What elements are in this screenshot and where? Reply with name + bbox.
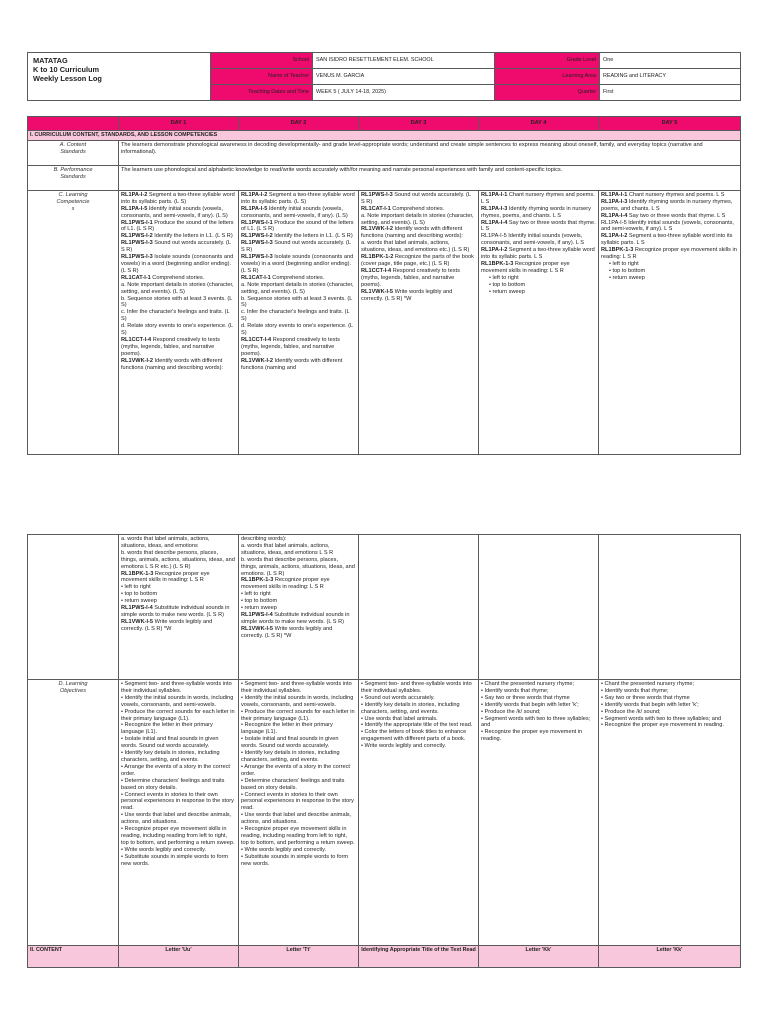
competency-text: b. words that describe persons, places, things, animals, actions, situations, ideas, and emotions. (L S R) [241, 556, 355, 577]
competency-code: RL1PA-I-4 [481, 219, 508, 226]
corner-cell [28, 117, 119, 131]
competency-text: Sound out words accurately. (L S R) [121, 240, 231, 254]
competency-text: Substitute individual sounds in simple words to make new words. (L S R) [121, 605, 230, 618]
competency-item [241, 543, 356, 557]
competency-code: RL1PWS-I-2 [121, 233, 153, 240]
content-day-4: Letter 'Kk' [479, 946, 599, 968]
continuation-day-2 [239, 535, 359, 680]
label-line: A. Content [59, 141, 87, 148]
competency-item [481, 220, 596, 234]
content-day-2: Letter 'Tt' [239, 946, 359, 968]
competency-item [241, 612, 356, 626]
label-line: D. Learning [58, 681, 88, 687]
competency-item [241, 206, 356, 220]
competency-code: RL1BPK-1-3 [121, 570, 154, 577]
objective-item: • Determine characters' feelings and traits based on story details. [241, 777, 345, 791]
competency-text: Recognize proper eye movement skills in reading: L S R [121, 570, 210, 584]
title-line-2: K to 10 Curriculum [33, 65, 100, 74]
competency-code: RL1CAT-I-1 [241, 274, 271, 281]
competency-item [121, 598, 236, 605]
header-table [27, 52, 741, 101]
competency-text: a. words that label animals, actions, situations, ideas, and emotions L S R [241, 542, 334, 556]
competency-item [361, 268, 476, 289]
objective-item: • Substitute sounds in simple words to form new words. [121, 853, 229, 867]
competency-text: Recognize proper eye movement skills in reading: L S R [601, 247, 737, 261]
label-line: Objectives [59, 687, 87, 694]
objective-item: • Substitute sounds in simple words to form new words. [241, 853, 349, 867]
objectives-day-4 [479, 680, 599, 946]
objective-item: • Segment words with two to three syllables; and [481, 715, 591, 729]
competencies-day-1 [119, 190, 239, 454]
competency-item [121, 309, 236, 323]
objectives-day-2 [239, 680, 359, 946]
objective-item: • Produce the correct sounds for each letter in their primary language (L1). [241, 708, 355, 722]
competency-code: RL1CAT-I-1 [361, 205, 391, 212]
objective-item: • Identify words that rhyme; [601, 687, 669, 694]
competency-code: RL1PA-I-2 [121, 191, 148, 198]
competency-item [241, 323, 356, 337]
competency-item [121, 233, 236, 240]
competency-item [241, 254, 356, 275]
competency-item [241, 626, 356, 640]
competency-text: a. Note important details in stories (character, setting, and events). (L S) [121, 281, 234, 295]
competency-bullet: • left to right [609, 260, 639, 267]
competency-text: b. Sequence stories with at least 3 events. (L S) [121, 295, 233, 309]
competency-item [121, 584, 236, 591]
competency-item [121, 275, 236, 282]
competency-code: RL1PWS-I-3 [121, 254, 153, 261]
performance-standards-text: The learners use phonological and alphabetic knowledge to read/write words accurately with/for meaning and narrate personal experiences with family and content-specific topics. [119, 165, 741, 190]
competency-item [361, 213, 476, 227]
competencies-day-2 [239, 190, 359, 454]
competency-item [601, 233, 738, 247]
competencies-day-4 [479, 190, 599, 454]
competency-code: RL1PA-I-2 [601, 233, 628, 240]
objective-item: • Isolate initial and final sounds in given words. Sound out words accurately. [121, 736, 219, 750]
competency-text: a. Note important details in stories (character, setting, and events). (L S) [241, 281, 354, 295]
competency-item [121, 296, 236, 310]
content-standards-label [28, 140, 119, 165]
label-line: Standards [60, 173, 86, 180]
competency-item [121, 591, 236, 598]
objective-item: • Recognize proper eye movement skills in reading, including reading from left to right, top to bottom, and performing a return sweep. [121, 826, 235, 846]
competency-code: RL1PWS-I-3 [121, 240, 153, 247]
competency-item [241, 337, 356, 358]
label-line: Competencie [56, 198, 90, 205]
objective-item: • Recognize the proper eye movement in reading. [601, 722, 724, 729]
school-label: School [211, 53, 313, 69]
competency-text: Identify initial sounds (vowels, consonants, and semi-vowels, if any). (L S) [121, 205, 228, 219]
lesson-table-page-1 [27, 116, 741, 455]
competency-text: Identify words with different functions (naming and describing words): [361, 226, 463, 240]
competency-item [361, 206, 476, 213]
competency-code: RL1VWK-I-2 [361, 226, 394, 233]
objective-item: • Identify the initial sounds in words, including vowels, consonants, and semi-vowels. [121, 694, 234, 708]
continuation-day-5 [599, 535, 741, 680]
competency-code: RL1VWK-I-5 [361, 288, 394, 295]
objective-item: • Produce the /k/ sound; [601, 708, 661, 715]
competency-text: Produce the sound of the letters of L1. (L S R) [121, 219, 234, 233]
objectives-label [28, 680, 119, 946]
objective-item: • Use words that label and describe animals, actions, and situations. [241, 812, 352, 826]
competency-text: • top to bottom [121, 591, 158, 598]
objective-item: • Identify key details in stories, including characters, setting, and events. [121, 750, 220, 763]
objective-item: • Write words legibly and correctly. [241, 846, 327, 853]
document-title [28, 53, 211, 101]
competency-code: RL1PWS-I-2 [241, 233, 273, 240]
competency-code: RL1VWK-I-2 [121, 357, 154, 364]
learning-area-value: READING and LITERACY [600, 69, 741, 85]
school-value: SAN ISIDRO RESETTLEMENT ELEM. SCHOOL [313, 53, 495, 69]
competency-code: RL1PWS-I-3 [241, 240, 273, 247]
objective-item: • Recognize proper eye movement skills in reading, including reading from left to right, top to bottom, and performing a return sweep. [241, 826, 355, 846]
competency-item [241, 233, 356, 240]
competency-item [121, 536, 236, 550]
day-2-header: DAY 2 [239, 117, 359, 131]
objective-item: • Arrange the events of a story in the correct order. [241, 763, 350, 777]
section-curriculum-heading: I. CURRICULUM CONTENT, STANDARDS, AND LESSON COMPETENCIES [28, 131, 741, 141]
competency-item [481, 247, 596, 261]
content-day-3: Identifying Appropriate Title of the Text Read [359, 946, 479, 968]
competency-item [121, 605, 236, 619]
competency-text: Isolate sounds (consonants and vowels) in a word (beginning and/or ending). (L S R) [121, 254, 234, 274]
competency-item [361, 240, 476, 254]
objective-item: • Chant the presented nursery rhyme; [481, 681, 575, 687]
competency-text: describing words): [241, 536, 287, 542]
competency-item [241, 577, 356, 591]
competency-code: RL1BPK-1-2 [361, 254, 394, 261]
competency-code: RL1PA-I-5 [121, 205, 148, 212]
competency-item [481, 261, 596, 275]
objective-item: • Identify words that begin with letter 'k'; [601, 701, 699, 708]
competency-bullet: • top to bottom [609, 267, 646, 274]
objective-item: • Segment words with two to three syllables; and [601, 715, 722, 722]
label-line: Standards [60, 148, 86, 155]
competency-code: RL1PA-I-4 [601, 212, 628, 219]
objective-item: • Identify key details in stories, including characters, setting, and events. [241, 750, 340, 763]
competency-code: RL1PA-I-2 [481, 247, 508, 254]
objective-item: • Produce the /k/ sound; [481, 708, 541, 715]
learning-area-label: Learning Area [495, 69, 600, 85]
objective-item: • Recognize the letter in their primary language (L1). [241, 722, 333, 736]
competency-text: c. Infer the character's feelings and traits. (L S) [121, 309, 230, 323]
competency-item [601, 247, 738, 261]
competency-text: Identify rhyming words in nursery rhymes, poems, and chants. L S [481, 205, 591, 219]
objective-item: • Use words that label animals. [361, 715, 438, 722]
competency-code: RL1PA-I-1 [601, 191, 628, 198]
competency-item [121, 254, 236, 275]
competency-item [121, 337, 236, 358]
competency-text: b. words that describe persons, places, things, animals, actions, situations, ideas, and emotions L S R etc.) (L S R) [121, 549, 235, 570]
competency-code: RL1PA-I-2 [241, 191, 268, 198]
competency-text: Substitute individual sounds in simple words to make new words. (L S R) [241, 611, 350, 625]
competency-text: Identify words with different functions (naming and describing words): [121, 357, 223, 371]
competency-text: a. words that label animals, actions, situations, ideas, and emotions [121, 536, 210, 549]
objectives-day-1 [119, 680, 239, 946]
day-4-header: DAY 4 [479, 117, 599, 131]
competency-item [241, 282, 356, 296]
competency-item [361, 192, 476, 206]
competency-item [121, 571, 236, 585]
competency-bullet: • return sweep [489, 288, 525, 295]
objective-item: • Identify the appropriate title of the text read. [361, 722, 473, 729]
competency-text: • return sweep [241, 605, 277, 612]
competency-item [481, 206, 596, 220]
competency-text: Sound out words accurately. (L S R) [241, 240, 351, 254]
competency-text: Comprehend stories. [390, 205, 445, 212]
competency-text: Say two or three words that rhyme. L S [627, 212, 726, 219]
competency-item [601, 192, 738, 199]
competency-code: RL1PWS-I-3 [241, 254, 273, 261]
teacher-label: Name of Teacher [211, 69, 313, 85]
grade-level-value: One [600, 53, 741, 69]
competency-item [481, 233, 596, 247]
objective-item: • Connect events in stories to their own personal experiences in response to the story read. [121, 791, 234, 812]
competency-code: RL1BPK-1-3 [601, 247, 634, 254]
objective-item: • Use words that label and describe animals, actions, and situations. [121, 812, 232, 826]
competency-text: Sound out words accurately. (L S R) [361, 191, 471, 205]
competency-item [121, 220, 236, 234]
competency-item [241, 309, 356, 323]
objective-item: • Segment two- and three-syllable words into their individual syllables. [121, 681, 232, 694]
competency-code: RL1PWS-I-1 [241, 219, 273, 226]
competency-text: Identify rhyming words in nursery rhymes, poems, and chants. L S [601, 198, 733, 212]
objective-item: • Identify words that begin with letter 'k'; [481, 701, 579, 708]
competency-text: RL1PA-I-5 Identify initial sounds (vowels, consonants, and semi-vowels, if any). L S [481, 233, 585, 247]
competency-text: Write words legibly and correctly. (L S R) *W [241, 625, 333, 639]
competency-item [241, 557, 356, 578]
competency-text: • return sweep [121, 598, 157, 605]
competency-item [121, 550, 236, 571]
competency-text: Recognize proper eye movement skills in reading: L S R [481, 260, 570, 274]
objective-item: • Recognize the letter in their primary language (L1). [121, 722, 213, 736]
competency-text: Comprehend stories. [150, 274, 205, 281]
objective-item: • Sound out words accurately. [361, 694, 435, 701]
objective-item: • Write words legibly and correctly. [361, 743, 447, 750]
competency-text: Respond creatively to texts (myths, legends, fables, and narrative poems). [121, 336, 220, 357]
content-label: II. CONTENT [28, 946, 119, 968]
competency-item [121, 282, 236, 296]
competency-code: RL1CAT-I-1 [121, 274, 151, 281]
competency-text: a. words that label animals, actions, situations, ideas, and emotions etc.) (L S R) [361, 240, 470, 254]
competency-text: Produce the sound of the letters of L1. (L S R) [241, 219, 354, 233]
title-line-3: Weekly Lesson Log [33, 74, 102, 83]
content-day-1: Letter 'Uu' [119, 946, 239, 968]
competency-code: RL1VWK-I-5 [121, 618, 154, 625]
label-line: B. Performance [53, 166, 93, 173]
competencies-day-3 [359, 190, 479, 454]
day-1-header: DAY 1 [119, 117, 239, 131]
competency-text: Recognize proper eye movement skills in reading: L S R [241, 577, 330, 591]
continuation-day-4 [479, 535, 599, 680]
competency-item [361, 226, 476, 240]
continuation-day-1 [119, 535, 239, 680]
title-line-1: MATATAG [33, 56, 68, 65]
objective-item: • Determine characters' feelings and traits based on story details. [121, 777, 225, 791]
objective-item: • Identify the initial sounds in words, including vowels, consonants, and semi-vowels. [241, 694, 354, 708]
competency-text: Respond creatively to texts (myths, legends, fables, and narrative poems). [241, 336, 340, 357]
competency-text: d. Relate story events to one's experience. (L S) [241, 323, 353, 337]
competency-text: c. Infer the character's feelings and traits. (L S) [241, 309, 350, 323]
competencies-label [28, 190, 119, 454]
competency-text: • top to bottom [241, 598, 278, 605]
objective-item: • Arrange the events of a story in the correct order. [121, 763, 230, 777]
competency-code: RL1BPK-1-3 [241, 577, 274, 584]
competency-code: RL1PA-I-1 [481, 191, 508, 198]
competency-item [241, 240, 356, 254]
dates-label: Teaching Dates and Time [211, 85, 313, 101]
competency-code: RL1PA-I-5 [241, 205, 268, 212]
competency-text: Segment a two-three syllable word into its syllabic parts. (L S) [241, 191, 355, 205]
competency-text: Identify initial sounds (vowels, consonants, and semi-vowels, if any). (L S) [241, 205, 348, 219]
competency-item [241, 192, 356, 206]
objective-item: • Connect events in stories to their own personal experiences in response to the story read. [241, 791, 354, 812]
grade-level-label: Grade Level [495, 53, 600, 69]
continuation-day-3 [359, 535, 479, 680]
competency-text: Chant nursery rhymes and poems. L S [627, 191, 725, 198]
competency-item [241, 358, 356, 372]
content-standards-text: The learners demonstrate phonological awareness in decoding developmentally- and grade level-appropriate words; understand and create simple sentences to express meaning about oneself, family, and everyday topics (narrative and informational). [119, 140, 741, 165]
competency-text: Comprehend stories. [270, 274, 325, 281]
dates-value: WEEK 5 ( JULY 14-18, 2025) [313, 85, 495, 101]
objective-item: • Recognize the proper eye movement in reading. [481, 729, 583, 743]
competency-bullet: • left to right [489, 274, 519, 281]
competency-item [361, 289, 476, 303]
objective-item: • Identify words that rhyme; [481, 687, 549, 694]
day-3-header: DAY 3 [359, 117, 479, 131]
competencies-day-5 [599, 190, 741, 454]
competency-item [241, 296, 356, 310]
competency-item [241, 536, 356, 543]
objective-item: • Say two or three words that rhyme [601, 694, 690, 701]
competency-code: RL1VWK-I-5 [241, 625, 274, 632]
competency-text: Segment a two-three syllable word into its syllabic parts. (L S) [121, 191, 235, 205]
competency-item [601, 199, 738, 213]
teacher-value: VENUS M. GARCIA [313, 69, 495, 85]
competency-text: • left to right [241, 591, 271, 598]
objective-item: • Produce the correct sounds for each letter in their primary language (L1). [121, 708, 235, 722]
competency-item [361, 254, 476, 268]
objectives-day-3 [359, 680, 479, 946]
competency-code: RL1CCT-I-4 [241, 336, 272, 343]
competency-item [241, 275, 356, 282]
competency-text: • left to right [121, 584, 151, 591]
performance-standards-label [28, 165, 119, 190]
objective-item: • Chant the presented nursery rhyme; [601, 681, 695, 687]
competency-code: RL1PA-I-3 [601, 198, 628, 205]
competency-text: d. Relate story events to one's experience. (L S) [121, 323, 233, 337]
label-line: s [71, 205, 75, 212]
competency-text: Chant nursery rhymes and poems. L S [481, 191, 595, 205]
competency-text: b. Sequence stories with at least 3 events. (L S) [241, 295, 353, 309]
competency-code: RL1PWS-I-4 [241, 611, 273, 618]
objective-item: • Write words legibly and correctly. [121, 846, 207, 853]
quarter-value: First [600, 85, 741, 101]
objective-item: • Say two or three words that rhyme [481, 694, 570, 701]
competency-code: RL1CCT-I-4 [361, 267, 392, 274]
competency-item [121, 323, 236, 337]
day-5-header: DAY 5 [599, 117, 741, 131]
competency-item [121, 192, 236, 206]
competency-text: Identify the letters in L1. (L S R) [152, 233, 233, 240]
quarter-label: Quarter [495, 85, 600, 101]
competency-item [241, 605, 356, 612]
competency-item [601, 220, 738, 234]
competency-text: Write words legibly and correctly. (L S R) *W [361, 288, 453, 302]
competency-text: Recognize the parts of the book (cover page, title page, etc.) (L S R) [361, 254, 474, 267]
competency-item [241, 591, 356, 598]
competency-code: RL1VWK-I-2 [241, 357, 274, 364]
competency-text: Respond creatively to texts (myths, legends, fables, and narrative poems). [361, 267, 460, 288]
competency-item [601, 213, 738, 220]
competency-text: Identify the letters in L1. (L S R) [272, 233, 353, 240]
competency-item [121, 358, 236, 372]
competency-item [121, 206, 236, 220]
label-line: C. Learning [58, 191, 88, 198]
competency-text: Identify words with different functions (naming and [241, 357, 343, 371]
competency-code: RL1PWS-I-1 [121, 219, 153, 226]
objectives-day-5 [599, 680, 741, 946]
competency-text: Say two or three words that rhyme. L S [481, 219, 596, 233]
competency-code: RL1PWS-I-4 [121, 605, 153, 612]
competency-text: a. Note important details in stories (character, setting, and events). (L S) [361, 212, 474, 226]
competency-item [121, 240, 236, 254]
competency-code: RL1PWS-I-3 [361, 191, 393, 198]
competency-code: RL1PA-I-3 [481, 205, 508, 212]
competency-code: RL1BPK-1-3 [481, 260, 514, 267]
competency-item [481, 192, 596, 206]
competency-text: Write words legibly and correctly. (L S R) *W [121, 618, 213, 632]
lesson-table-page-2 [27, 534, 741, 968]
competency-text: Segment a two-three syllable word into its syllabic parts. L S [601, 233, 733, 247]
competency-item [241, 220, 356, 234]
competency-bullet: • top to bottom [489, 281, 526, 288]
competency-bullet: • return sweep [609, 274, 645, 281]
objective-item: • Segment two- and three-syllable words into their individual syllables. [241, 681, 352, 694]
competency-text: Isolate sounds (consonants and vowels) in a word (beginning and/or ending). (L S R) [241, 254, 354, 274]
competency-item [121, 619, 236, 633]
objective-item: • Segment two- and three-syllable words into their individual syllables. [361, 681, 472, 694]
competency-text: RL1PA-I-5 Identify initial sounds (vowels, consonants, and semi-vowels, if any). L S [601, 219, 734, 233]
objective-item: • Identify key details in stories, including characters, setting, and events. [361, 701, 460, 715]
continuation-label [28, 535, 119, 680]
objective-item: • Color the letters of book titles to enhance engagement with different parts of a book. [361, 729, 467, 743]
competency-code: RL1CCT-I-4 [121, 336, 152, 343]
competency-text: Segment a two-three syllable word into its syllabic parts. L S [481, 247, 595, 261]
content-day-5: Letter 'Kk' [599, 946, 741, 968]
competency-item [241, 598, 356, 605]
objective-item: • Isolate initial and final sounds in given words. Sound out words accurately. [241, 736, 339, 750]
